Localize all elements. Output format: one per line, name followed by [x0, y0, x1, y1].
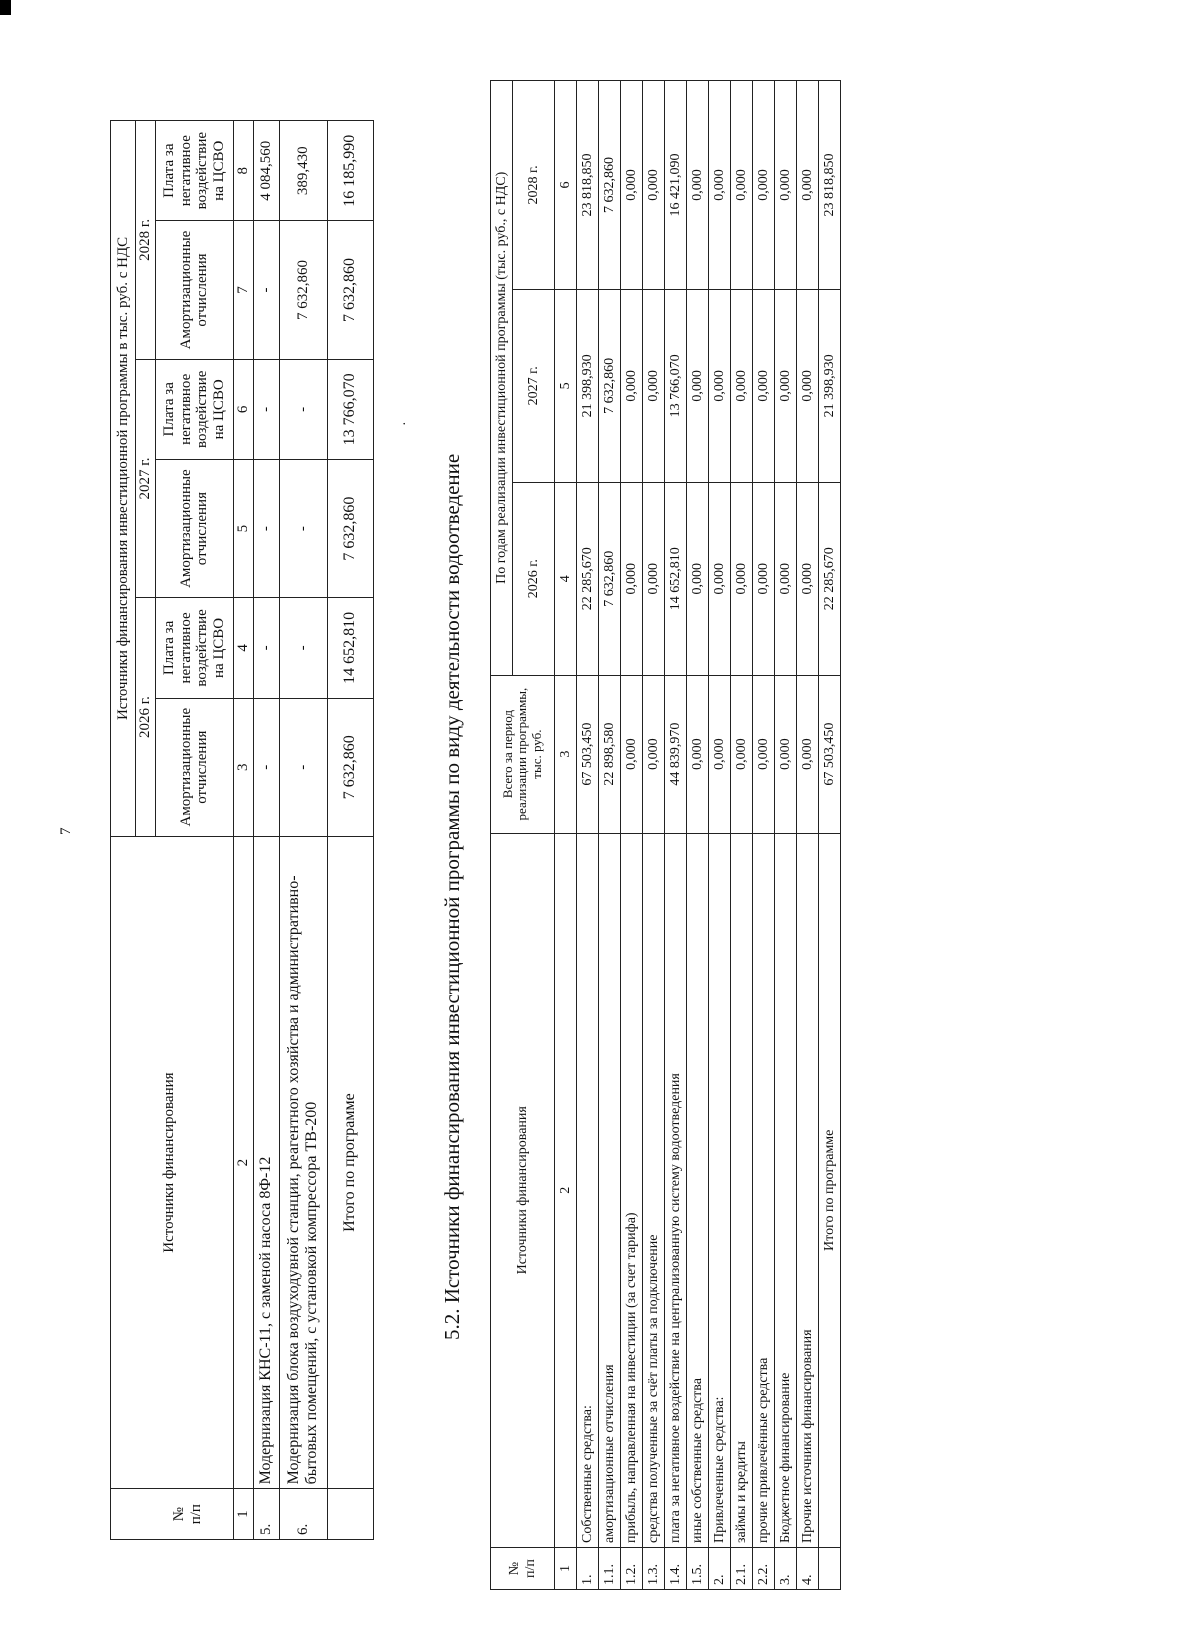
table-row	[577, 81, 599, 1590]
header-plata: Плата за негативное воздействие на ЦСВО	[155, 359, 233, 459]
col-num: 1	[233, 1489, 253, 1540]
row-name: средства полученные за счёт платы за подключение	[643, 833, 665, 1547]
total-row	[819, 81, 841, 1590]
cell: -	[279, 359, 327, 459]
total-cell: 7 632,860	[327, 459, 373, 597]
col-num: 4	[555, 482, 577, 675]
col-header-group: Источники финансирования инвестиционной программы в тыс. руб. с НДС	[111, 121, 136, 837]
table2-body	[577, 81, 819, 1590]
col-header-no: № п/п	[491, 1548, 555, 1590]
cell: 0,000	[797, 289, 819, 482]
col-num: 3	[233, 698, 253, 836]
year-header-2027: 2027 г.	[136, 359, 156, 598]
col-num: 1	[555, 1548, 577, 1590]
cell: 13 766,070	[665, 289, 687, 482]
cell: 0,000	[621, 482, 643, 675]
total-cell: 23 818,850	[819, 81, 841, 290]
table-row	[709, 81, 731, 1590]
page-number: 7	[58, 827, 74, 835]
row-no: 1.	[577, 1548, 599, 1590]
cell: 0,000	[775, 81, 797, 290]
cell: 16 421,090	[665, 81, 687, 290]
cell: 67 503,450	[577, 675, 599, 833]
cell: 7 632,860	[599, 289, 621, 482]
total-label: Итого по программе	[819, 833, 841, 1547]
col-header-no: № п/п	[111, 1489, 234, 1540]
col-num: 8	[233, 121, 253, 221]
col-num: 7	[233, 221, 253, 359]
row-no: 1.4.	[665, 1548, 687, 1590]
table-row	[687, 81, 709, 1590]
table-row	[279, 121, 327, 1540]
col-header-source: Источники финансирования	[111, 836, 234, 1488]
col-header-source: Источники финансирования	[491, 833, 555, 1547]
total-cell: 13 766,070	[327, 359, 373, 459]
row-no: 4.	[797, 1548, 819, 1590]
row-no: 1.3.	[643, 1548, 665, 1590]
cell: 0,000	[753, 81, 775, 290]
cell: 0,000	[643, 482, 665, 675]
total-label: Итого по программе	[327, 836, 373, 1488]
column-number-row	[233, 121, 253, 1540]
row-name: Прочие источники финансирования	[797, 833, 819, 1547]
cell: 0,000	[731, 289, 753, 482]
row-name: Привлеченные средства:	[709, 833, 731, 1547]
header-plata: Плата за негативное воздействие на ЦСВО	[155, 598, 233, 698]
cell: 0,000	[643, 675, 665, 833]
col-num: 5	[233, 459, 253, 597]
row-no: 1.1.	[599, 1548, 621, 1590]
cell: 0,000	[797, 675, 819, 833]
table-row	[621, 81, 643, 1590]
cell: 0,000	[687, 289, 709, 482]
table-row	[599, 81, 621, 1590]
table-row	[665, 81, 687, 1590]
col-header-total: Всего за период реализации программы, тыс. руб.	[491, 675, 555, 833]
cell: -	[279, 598, 327, 698]
total-cell: 14 652,810	[327, 598, 373, 698]
header-amort: Амортизационные отчисления	[155, 459, 233, 597]
cell: 0,000	[643, 81, 665, 290]
row-no: 2.1.	[731, 1548, 753, 1590]
row-no: 3.	[775, 1548, 797, 1590]
row-no: 1.5.	[687, 1548, 709, 1590]
cell: 22 898,580	[599, 675, 621, 833]
financing-sources-table-1	[110, 120, 374, 1540]
header-amort: Амортизационные отчисления	[155, 698, 233, 836]
cell: 0,000	[709, 289, 731, 482]
scan-mark	[0, 0, 11, 15]
col-num: 2	[233, 836, 253, 1488]
cell: -	[253, 698, 279, 836]
total-cell: 16 185,990	[327, 121, 373, 221]
cell: 7 632,860	[599, 482, 621, 675]
year-header-2026: 2026 г.	[513, 482, 555, 675]
row-no: 2.2.	[753, 1548, 775, 1590]
col-num: 4	[233, 598, 253, 698]
table-row	[731, 81, 753, 1590]
row-name: Модернизация КНС-11, с заменой насоса 8Ф-12	[253, 836, 279, 1488]
col-num: 5	[555, 289, 577, 482]
table-row	[253, 121, 279, 1540]
cell: 0,000	[731, 482, 753, 675]
total-cell: 21 398,930	[819, 289, 841, 482]
row-no: 6.	[279, 1489, 327, 1540]
cell: 0,000	[753, 482, 775, 675]
cell: 14 652,810	[665, 482, 687, 675]
cell: 0,000	[797, 81, 819, 290]
cell: 44 839,970	[665, 675, 687, 833]
stray-dot: ·	[398, 421, 413, 426]
row-name: плата за негативное воздействие на централизованную систему водоотведения	[665, 833, 687, 1547]
cell: 0,000	[731, 675, 753, 833]
total-row	[327, 121, 373, 1540]
section-title: 5.2. Источники финансирования инвестиционной программы по виду деятельности водоотведение	[440, 453, 464, 1340]
year-header-2026: 2026 г.	[136, 598, 156, 837]
table-row	[643, 81, 665, 1590]
total-cell: 67 503,450	[819, 675, 841, 833]
cell: -	[279, 459, 327, 597]
cell: 0,000	[775, 482, 797, 675]
cell: 0,000	[621, 81, 643, 290]
total-no-cell	[819, 1548, 841, 1590]
financing-sources-table-2	[490, 80, 841, 1590]
row-no: 2.	[709, 1548, 731, 1590]
col-num: 3	[555, 675, 577, 833]
table-row	[775, 81, 797, 1590]
cell: -	[279, 698, 327, 836]
cell: 0,000	[753, 675, 775, 833]
row-name: прибыль, направленная на инвестиции (за счет тарифа)	[621, 833, 643, 1547]
cell: 0,000	[687, 81, 709, 290]
cell: 4 084,560	[253, 121, 279, 221]
cell: 0,000	[709, 81, 731, 290]
row-name: займы и кредиты	[731, 833, 753, 1547]
cell: 23 818,850	[577, 81, 599, 290]
cell: 0,000	[731, 81, 753, 290]
cell: 0,000	[621, 675, 643, 833]
cell: 0,000	[775, 289, 797, 482]
cell: -	[253, 459, 279, 597]
cell: 0,000	[753, 289, 775, 482]
year-header-2027: 2027 г.	[513, 289, 555, 482]
cell: -	[253, 221, 279, 359]
cell: 0,000	[687, 675, 709, 833]
cell: -	[253, 598, 279, 698]
total-no-cell	[327, 1489, 373, 1540]
header-amort: Амортизационные отчисления	[155, 221, 233, 359]
cell: -	[253, 359, 279, 459]
col-num: 2	[555, 833, 577, 1547]
total-cell: 7 632,860	[327, 221, 373, 359]
col-header-years-group: По годам реализации инвестиционной программы (тыс. руб., с НДС)	[491, 81, 513, 676]
row-no: 5.	[253, 1489, 279, 1540]
row-name: прочие привлечённые средства	[753, 833, 775, 1547]
col-num: 6	[233, 359, 253, 459]
row-no: 1.2.	[621, 1548, 643, 1590]
year-header-2028: 2028 г.	[136, 121, 156, 360]
cell: 0,000	[643, 289, 665, 482]
year-header-2028: 2028 г.	[513, 81, 555, 290]
row-name: Собственные средства:	[577, 833, 599, 1547]
cell: 7 632,860	[279, 221, 327, 359]
cell: 22 285,670	[577, 482, 599, 675]
table-row	[797, 81, 819, 1590]
table-row	[753, 81, 775, 1590]
cell: 389,430	[279, 121, 327, 221]
cell: 0,000	[797, 482, 819, 675]
cell: 21 398,930	[577, 289, 599, 482]
column-number-row	[555, 81, 577, 1590]
cell: 0,000	[621, 289, 643, 482]
total-cell: 7 632,860	[327, 698, 373, 836]
total-cell: 22 285,670	[819, 482, 841, 675]
row-name: Модернизация блока воздуходувной станции, реагентного хозяйства и административно-бытовых помещений, с установкой компрессора ТВ-200	[279, 836, 327, 1488]
row-name: амортизационные отчисления	[599, 833, 621, 1547]
header-plata: Плата за негативное воздействие на ЦСВО	[155, 121, 233, 221]
cell: 0,000	[709, 675, 731, 833]
row-name: Бюджетное финансирование	[775, 833, 797, 1547]
row-name: иные собственные средства	[687, 833, 709, 1547]
cell: 7 632,860	[599, 81, 621, 290]
cell: 0,000	[709, 482, 731, 675]
cell: 0,000	[687, 482, 709, 675]
col-num: 6	[555, 81, 577, 290]
cell: 0,000	[775, 675, 797, 833]
